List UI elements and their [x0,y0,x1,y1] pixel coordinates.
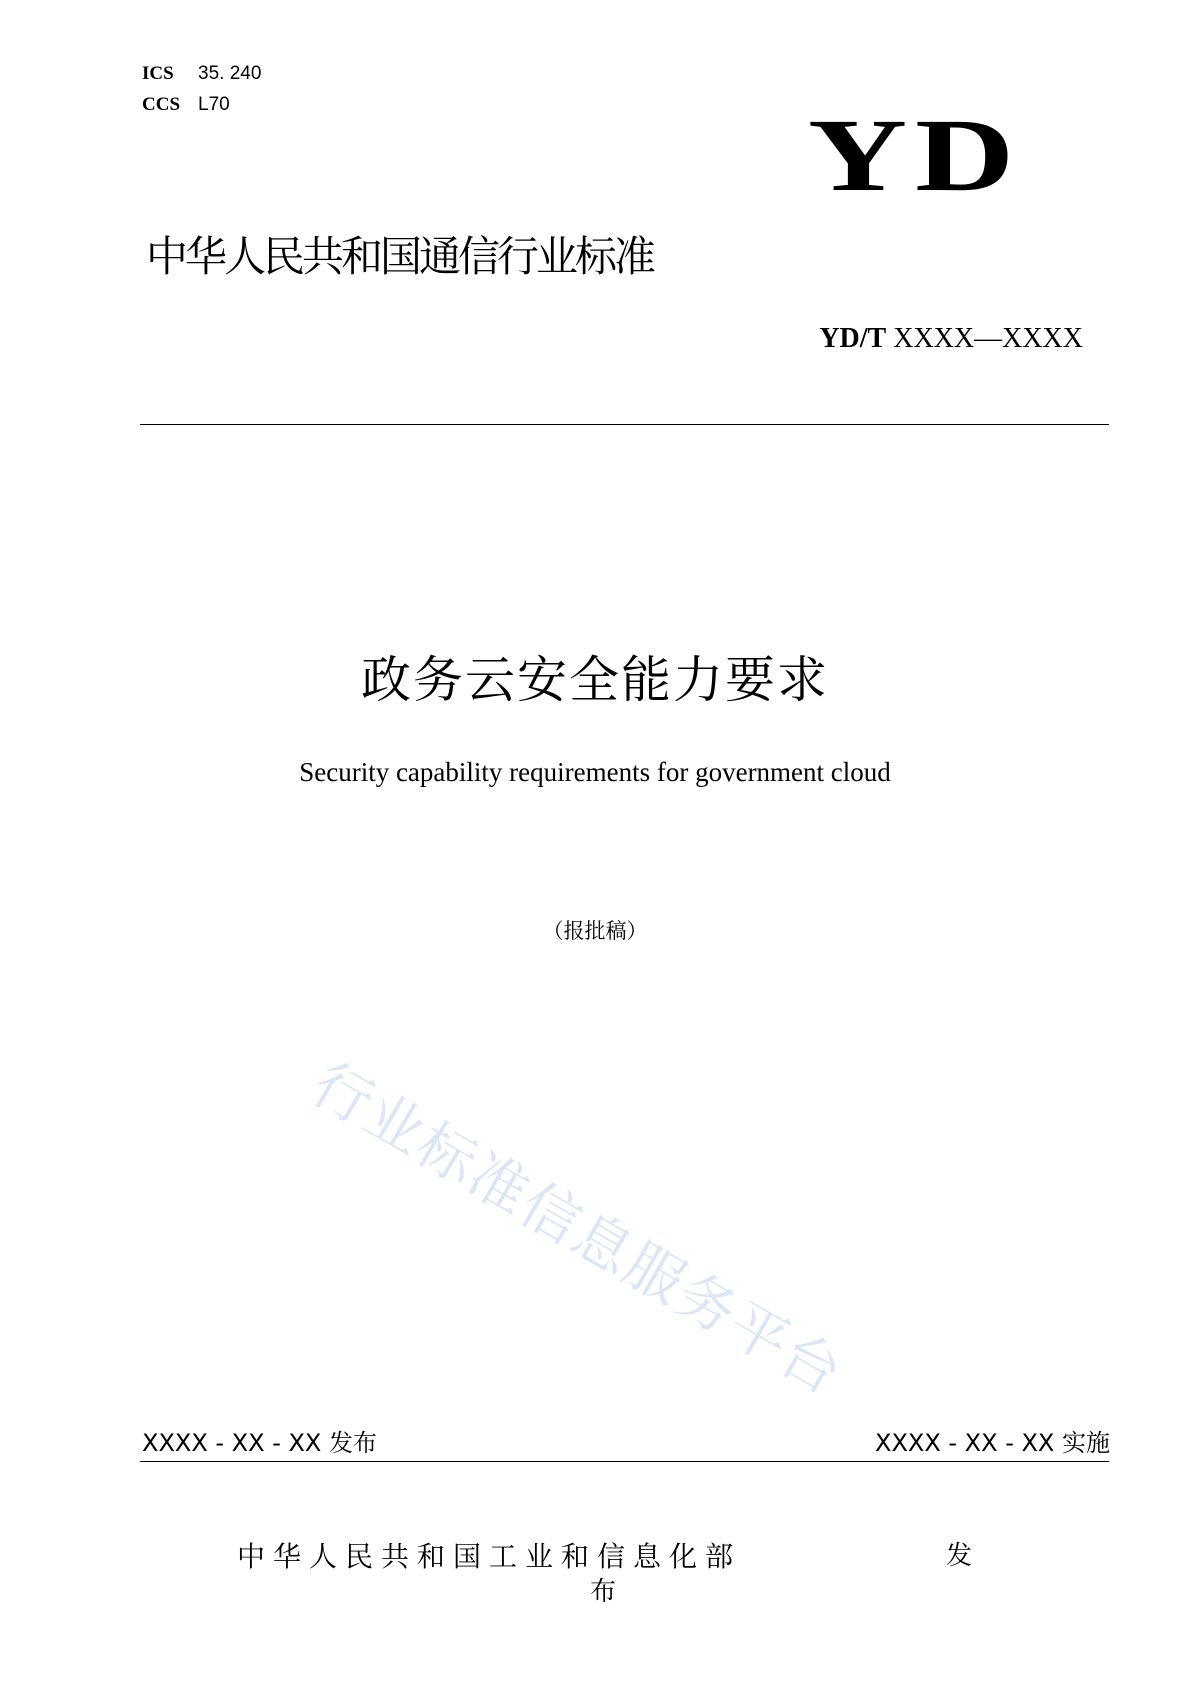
draft-status: （报批稿） [542,919,648,943]
document-title-cn: 政务云安全能力要求 [361,651,829,709]
publish-date: XXXX - XX - XX 发布 [142,1429,377,1457]
watermark: 行业标准信息服务平台 [301,1049,855,1409]
ccs-code [142,93,230,116]
implement-date: XXXX - XX - XX 实施 [875,1429,1110,1457]
yd-logo: YD [808,98,1023,213]
publisher-name: 中华人民共和国工业和信息化部 [237,1540,742,1573]
bottom-divider [140,1461,1109,1462]
top-divider [140,424,1109,425]
ics-value: 35. 240 [198,63,262,84]
publish-verb-part1: 发 [946,1541,973,1571]
ics-label: ICS [142,63,174,84]
document-title-en: Security capability requirements for government cloud [299,757,891,787]
standard-number-value: XXXX—XXXX [893,323,1083,354]
publish-verb-part2: 布 [590,1577,617,1607]
standard-number-prefix: YD/T [819,323,887,354]
standard-number [819,323,1083,355]
ics-code [142,62,261,85]
ccs-value: L70 [198,94,230,115]
ccs-label: CCS [142,94,181,115]
industry-standard-title: 中华人民共和国通信行业标准 [146,232,654,281]
